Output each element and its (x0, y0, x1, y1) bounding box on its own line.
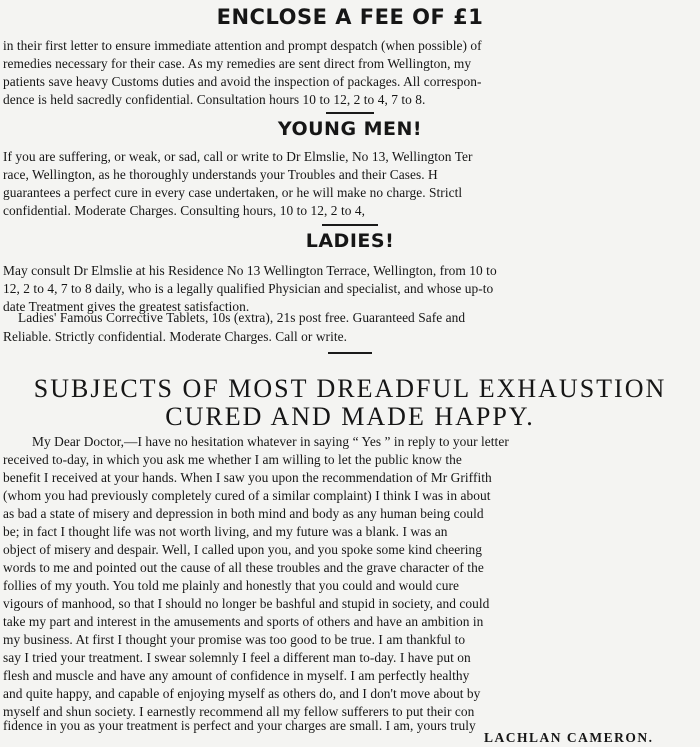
testimonial-heading-line-1: SUBJECTS OF MOST DREADFUL EXHAUSTION (33, 374, 667, 403)
young-men-text-line: guarantees a perfect cure in every case undertaken, or he will make no charge. Strictl (3, 185, 463, 200)
testimonial-text-line: as bad a state of misery and depression in both mind and body as any human being could (3, 506, 484, 521)
young-men-text-line: If you are suffering, or weak, or sad, call or write to Dr Elmslie, No 13, Wellington Ter (3, 149, 473, 164)
testimonial-text-line: words to me and pointed out the cause of all these troubles and the grave character of the (3, 560, 484, 575)
testimonial-text-line: say I tried your treatment. I swear solemnly I feel a different man to-day. I have put on (3, 650, 471, 665)
testimonial-text-line: flesh and muscle and have any amount of confidence in myself. I am perfectly healthy (3, 668, 470, 683)
fee-text-line: dence is held sacredly confidential. Consultation hours 10 to 12, 2 to 4, 7 to 8. (3, 92, 426, 107)
testimonial-text-line: be; in fact I thought life was not worth living, and my future was a blank. I was an (3, 524, 448, 539)
ladies-text-line: Reliable. Strictly confidential. Moderate Charges. Call or write. (3, 329, 347, 344)
young-men-text-line: confidential. Moderate Charges. Consulting hours, 10 to 12, 2 to 4, (3, 203, 365, 218)
testimonial-text-line: and quite happy, and capable of enjoying myself as others do, and I don't move about by (3, 686, 481, 701)
testimonial-text-line: myself and shun society. I earnestly recommend all my fellow sufferers to put their con (3, 704, 475, 719)
young-men-heading: YOUNG MEN! (277, 118, 423, 140)
testimonial-text-line: My Dear Doctor,—I have no hesitation whatever in saying “ Yes ” in reply to your letter (32, 434, 509, 449)
testimonial-text-line: my business. At first I thought your promise was too good to be true. I am thankful to (3, 632, 466, 647)
signature: LACHLAN CAMERON. (484, 730, 654, 745)
ladies-text-line: 12, 2 to 4, 7 to 8 daily, who is a legally qualified Physician and specialist, and whose up-to (3, 281, 494, 296)
testimonial-heading-line-2: CURED AND MADE HAPPY. (165, 402, 535, 431)
section-divider (326, 112, 374, 114)
testimonial-text-line: fidence in you as your treatment is perfect and your charges are small. I am, yours truly (3, 718, 476, 733)
testimonial-text-line: follies of my youth. You told me plainly and honestly that you could and would cure (3, 578, 460, 593)
testimonial-text-line: received to-day, in which you ask me whether I am willing to let the public know the (3, 452, 462, 467)
section-divider (328, 352, 372, 354)
ladies-text-line: May consult Dr Elmslie at his Residence No 13 Wellington Terrace, Wellington, from 10 to (3, 263, 497, 278)
testimonial-text-line: benefit I received at your hands. When I saw you upon the recommendation of Mr Griffith (3, 470, 492, 485)
testimonial-text-line: object of misery and despair. Well, I called upon you, and you spoke some kind cheering (3, 542, 483, 557)
fee-text-line: patients save heavy Customs duties and avoid the inspection of packages. All correspon- (3, 74, 482, 89)
ladies-text-line: Ladies' Famous Corrective Tablets, 10s (extra), 21s post free. Guaranteed Safe and (18, 310, 466, 325)
young-men-text-line: race, Wellington, as he thoroughly understands your Troubles and their Cases. H (3, 167, 438, 182)
section-divider (322, 224, 378, 226)
ladies-heading: LADIES! (305, 230, 395, 252)
fee-text-line: remedies necessary for their case. As my remedies are sent direct from Wellington, my (3, 56, 472, 71)
fee-heading: ENCLOSE A FEE OF £1 (216, 5, 484, 29)
testimonial-text-line: take my part and interest in the amusements and sports of others and have an ambition in (3, 614, 484, 629)
testimonial-text-line: vigours of manhood, so that I should no longer be bashful and stupid in society, and could (3, 596, 490, 611)
testimonial-text-line: (whom you had previously completely cured of a similar complaint) I think I was in about (3, 488, 491, 503)
fee-text-line: in their first letter to ensure immediate attention and prompt despatch (when possible) of (3, 38, 482, 53)
ladies-text-line: date Treatment gives the greatest satisfaction. (3, 299, 250, 314)
